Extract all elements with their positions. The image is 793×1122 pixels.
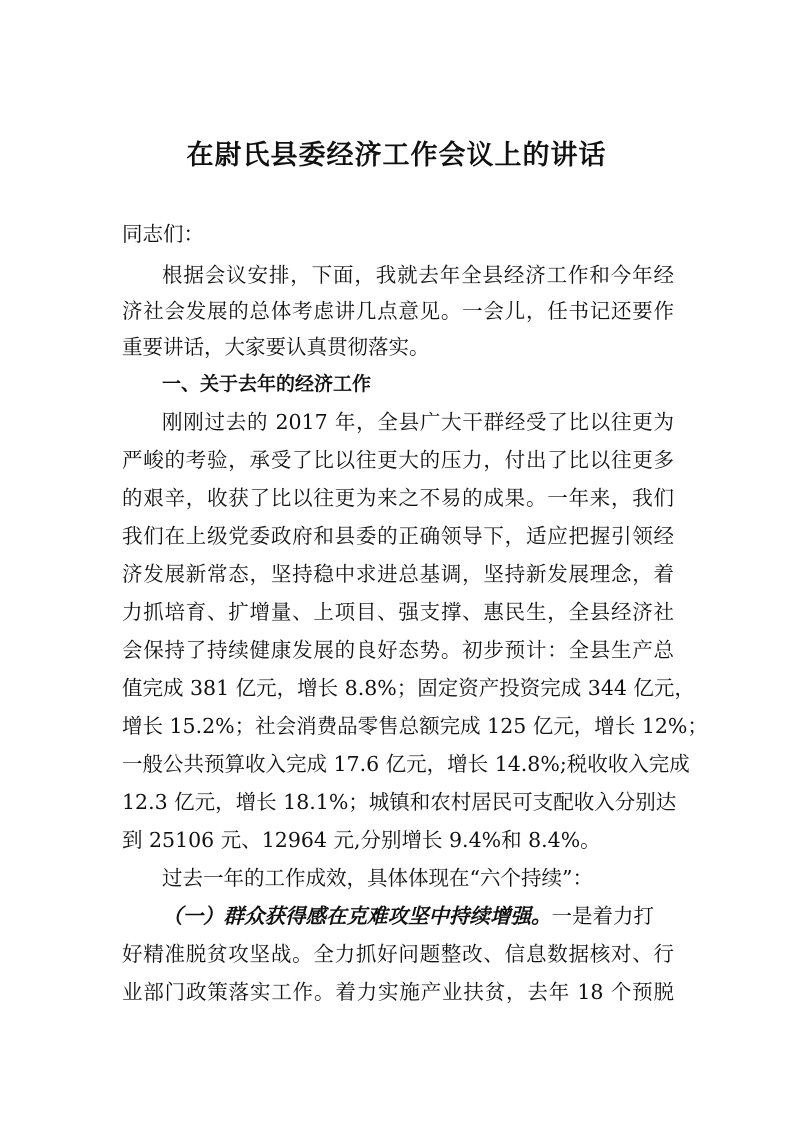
salutation: 同志们： (122, 222, 204, 246)
paragraph-line: 值完成 381 亿元，增长 8.8%；固定资产投资完成 344 亿元， (122, 676, 695, 700)
paragraph-line: 我们在上级党委政府和县委的正确领导下，适应把握引领经 (122, 524, 674, 548)
section-heading: 一、关于去年的经济工作 (162, 373, 372, 395)
paragraph-line: 好精准脱贫攻坚战。全力抓好问题整改、信息数据核对、行 (122, 942, 674, 966)
paragraph-line: 过去一年的工作成效，具体体现在“六个持续”： (162, 866, 593, 890)
paragraph-line: 济社会发展的总体考虑讲几点意见。一会儿，任书记还要作 (122, 299, 674, 323)
paragraph-line: 业部门政策落实工作。着力实施产业扶贫，去年 18 个预脱 (122, 980, 674, 1004)
paragraph-line: 根据会议安排，下面，我就去年全县经济工作和今年经 (162, 263, 674, 287)
subsection-text: 一是着力打 (551, 904, 654, 928)
paragraph-line: 到 25106 元、12964 元,分别增长 9.4%和 8.4%。 (122, 828, 601, 852)
paragraph-line: 一般公共预算收入完成 17.6 亿元，增长 14.8%;税收收入完成 (122, 752, 690, 776)
subsection-heading: （一）群众获得感在克难攻坚中持续增强。 (162, 904, 552, 928)
paragraph-line: 增长 15.2%；社会消费品零售总额完成 125 亿元，增长 12%； (122, 714, 708, 738)
subsection-line (162, 898, 674, 934)
paragraph-line: 12.3 亿元，增长 18.1%；城镇和农村居民可支配收入分别达 (122, 790, 677, 814)
paragraph-line: 重要讲话，大家要认真贯彻落实。 (122, 335, 430, 359)
document-title: 在尉氏县委经济工作会议上的讲话 (186, 140, 607, 171)
paragraph-line: 济发展新常态，坚持稳中求进总基调，坚持新发展理念，着 (122, 562, 674, 586)
paragraph-line: 的艰辛，收获了比以往更为来之不易的成果。一年来，我们 (122, 486, 674, 510)
paragraph-line: 会保持了持续健康发展的良好态势。初步预计：全县生产总 (122, 638, 674, 662)
paragraph-line: 严峻的考验，承受了比以往更大的压力，付出了比以往更多 (122, 448, 674, 472)
paragraph-line: 刚刚过去的 2017 年，全县广大干群经受了比以往更为 (162, 410, 674, 434)
paragraph-line: 力抓培育、扩增量、上项目、强支撑、惠民生，全县经济社 (122, 600, 674, 624)
